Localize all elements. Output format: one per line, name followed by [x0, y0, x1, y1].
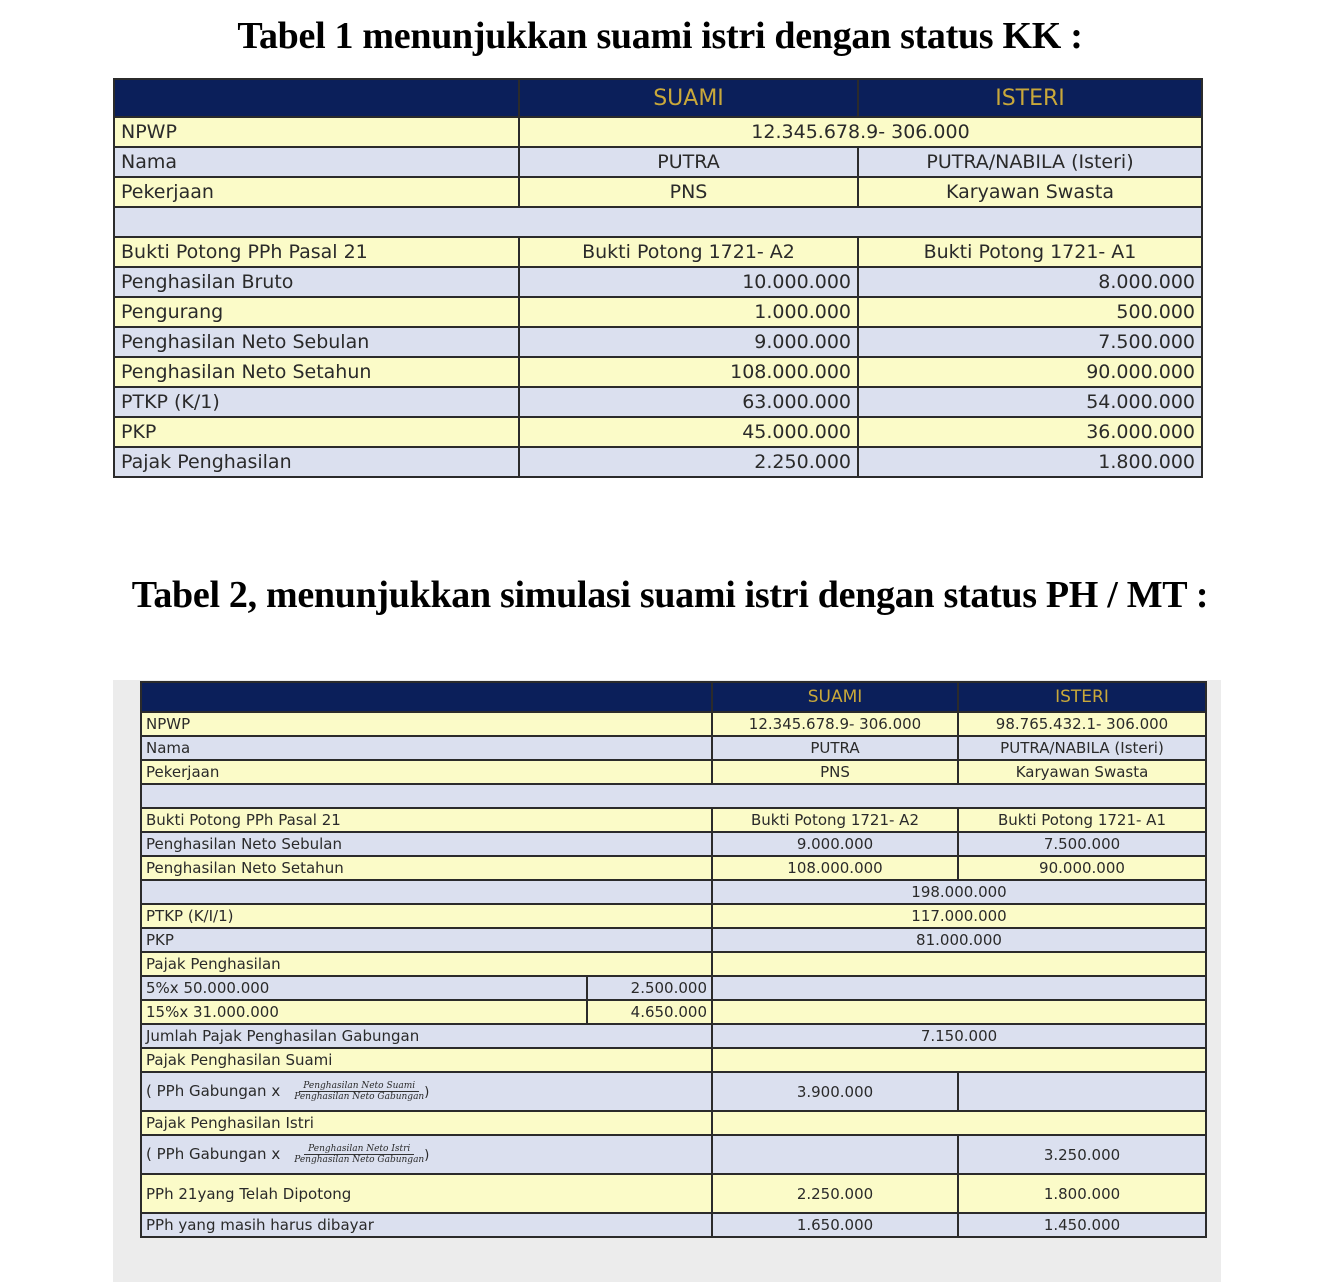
table-row [141, 928, 1206, 952]
tarif2-value: 4.650.000 [587, 1000, 712, 1024]
table-row [141, 904, 1206, 928]
cell-isteri: 1.450.000 [958, 1213, 1206, 1237]
table-row [114, 447, 1202, 477]
empty-cell [712, 976, 1206, 1000]
tarif1-value: 2.500.000 [587, 976, 712, 1000]
header-isteri: ISTERI [858, 79, 1202, 117]
jumlah-value: 7.150.000 [712, 1024, 1206, 1048]
table-row [114, 147, 1202, 177]
empty-cell [712, 952, 1206, 976]
row-label: Pajak Penghasilan [114, 447, 519, 477]
row-label: PTKP (K/I/1) [141, 904, 712, 928]
header-suami: SUAMI [519, 79, 858, 117]
cell-suami: PNS [519, 177, 858, 207]
header-suami: SUAMI [712, 682, 958, 712]
table-row [114, 297, 1202, 327]
cell-isteri: Bukti Potong 1721- A1 [958, 808, 1206, 832]
formula-suffix: ) [424, 1148, 430, 1163]
row-label: Nama [114, 147, 519, 177]
table-row [141, 856, 1206, 880]
cell-isteri: Karyawan Swasta [958, 760, 1206, 784]
table-row [114, 237, 1202, 267]
header-empty [141, 682, 712, 712]
cell-suami: 1.650.000 [712, 1213, 958, 1237]
cell-suami: PNS [712, 760, 958, 784]
row-label: PTKP (K/1) [114, 387, 519, 417]
cell-suami: 12.345.678.9- 306.000 [712, 712, 958, 736]
cell-isteri: 98.765.432.1- 306.000 [958, 712, 1206, 736]
fraction [294, 1144, 424, 1165]
cell-suami: 9.000.000 [519, 327, 858, 357]
cell-isteri: 7.500.000 [958, 832, 1206, 856]
formula-suami [141, 1072, 712, 1111]
spacer-row [141, 784, 1206, 808]
spacer-cell [114, 207, 1202, 237]
table2-title: Tabel 2, menunjukkan simulasi suami istri dengan status PH / MT : [131, 574, 1209, 616]
fraction-denominator: Penghasilan Neto Gabungan [294, 1155, 425, 1165]
spacer-cell [141, 784, 1206, 808]
cell-suami: PUTRA [712, 736, 958, 760]
cell-suami: 9.000.000 [712, 832, 958, 856]
fraction-numerator: Penghasilan Neto Istri [304, 1144, 414, 1155]
table-row [141, 952, 1206, 976]
formula-suffix: ) [424, 1085, 430, 1100]
empty-cell [712, 1000, 1206, 1024]
cell-isteri [958, 1072, 1206, 1111]
row-label: Bukti Potong PPh Pasal 21 [114, 237, 519, 267]
table-header-row [114, 79, 1202, 117]
row-label: Penghasilan Neto Sebulan [141, 832, 712, 856]
table1-kk-status [113, 78, 1203, 478]
table-row [141, 736, 1206, 760]
spacer-row [114, 207, 1202, 237]
ptkp-value: 117.000.000 [712, 904, 1206, 928]
row-label: Pekerjaan [141, 760, 712, 784]
cell-suami: 2.250.000 [519, 447, 858, 477]
row-label: NPWP [141, 712, 712, 736]
row-label: Penghasilan Bruto [114, 267, 519, 297]
table-row [114, 357, 1202, 387]
row-label: NPWP [114, 117, 519, 147]
row-label: 15%x 31.000.000 [141, 1000, 587, 1024]
table-row [114, 117, 1202, 147]
row-label: Bukti Potong PPh Pasal 21 [141, 808, 712, 832]
cell-isteri: Karyawan Swasta [858, 177, 1202, 207]
cell-suami [712, 1135, 958, 1174]
table-row [114, 177, 1202, 207]
table-row [114, 387, 1202, 417]
npwp-value: 12.345.678.9- 306.000 [519, 117, 1202, 147]
cell-suami: 2.250.000 [712, 1174, 958, 1213]
table-row [141, 832, 1206, 856]
fraction-numerator: Penghasilan Neto Suami [299, 1081, 419, 1092]
table-row [141, 1111, 1206, 1135]
cell-suami: 3.900.000 [712, 1072, 958, 1111]
row-label: PKP [141, 928, 712, 952]
table-row [114, 417, 1202, 447]
cell-isteri: 3.250.000 [958, 1135, 1206, 1174]
table-row [141, 808, 1206, 832]
row-label: 5%x 50.000.000 [141, 976, 587, 1000]
cell-suami: Bukti Potong 1721- A2 [519, 237, 858, 267]
row-label: Pajak Penghasilan Istri [141, 1111, 712, 1135]
row-label: Pajak Penghasilan Suami [141, 1048, 712, 1072]
table-header-row [141, 682, 1206, 712]
table-row [141, 1024, 1206, 1048]
cell-isteri: 90.000.000 [958, 856, 1206, 880]
empty-cell [712, 1048, 1206, 1072]
empty-cell [712, 1111, 1206, 1135]
row-label [141, 880, 712, 904]
table-row [141, 1048, 1206, 1072]
neto-gabungan-value: 198.000.000 [712, 880, 1206, 904]
cell-suami: 108.000.000 [519, 357, 858, 387]
table-row [141, 1072, 1206, 1111]
cell-suami: 1.000.000 [519, 297, 858, 327]
cell-suami: 10.000.000 [519, 267, 858, 297]
row-label: Penghasilan Neto Setahun [141, 856, 712, 880]
table-row [141, 1000, 1206, 1024]
cell-isteri: 36.000.000 [858, 417, 1202, 447]
table-row [141, 1135, 1206, 1174]
table-row [141, 880, 1206, 904]
row-label: Penghasilan Neto Setahun [114, 357, 519, 387]
cell-suami: 108.000.000 [712, 856, 958, 880]
row-label: Pajak Penghasilan [141, 952, 712, 976]
cell-isteri: PUTRA/NABILA (Isteri) [958, 736, 1206, 760]
cell-isteri: 8.000.000 [858, 267, 1202, 297]
table1-title: Tabel 1 menunjukkan suami istri dengan status KK : [237, 15, 1083, 57]
table-row [141, 712, 1206, 736]
pkp-value: 81.000.000 [712, 928, 1206, 952]
formula-prefix: ( PPh Gabungan x [146, 1145, 281, 1163]
table-row [141, 760, 1206, 784]
cell-suami: PUTRA [519, 147, 858, 177]
cell-isteri: 7.500.000 [858, 327, 1202, 357]
table2-ph-mt-status [140, 681, 1207, 1238]
row-label: Pekerjaan [114, 177, 519, 207]
formula-prefix: ( PPh Gabungan x [146, 1082, 281, 1100]
cell-isteri: PUTRA/NABILA (Isteri) [858, 147, 1202, 177]
row-label: PKP [114, 417, 519, 447]
cell-isteri: 54.000.000 [858, 387, 1202, 417]
row-label: PPh 21yang Telah Dipotong [141, 1174, 712, 1213]
row-label: Pengurang [114, 297, 519, 327]
table-row [114, 267, 1202, 297]
header-empty [114, 79, 519, 117]
cell-suami: 63.000.000 [519, 387, 858, 417]
table-row [141, 1174, 1206, 1213]
fraction [294, 1081, 424, 1102]
row-label: Penghasilan Neto Sebulan [114, 327, 519, 357]
table-row [141, 1213, 1206, 1237]
cell-isteri: 90.000.000 [858, 357, 1202, 387]
formula-istri [141, 1135, 712, 1174]
fraction-denominator: Penghasilan Neto Gabungan [294, 1092, 425, 1102]
cell-suami: 45.000.000 [519, 417, 858, 447]
cell-isteri: 1.800.000 [858, 447, 1202, 477]
row-label: Nama [141, 736, 712, 760]
row-label: Jumlah Pajak Penghasilan Gabungan [141, 1024, 712, 1048]
table-row [114, 327, 1202, 357]
header-isteri: ISTERI [958, 682, 1206, 712]
cell-suami: Bukti Potong 1721- A2 [712, 808, 958, 832]
row-label: PPh yang masih harus dibayar [141, 1213, 712, 1237]
cell-isteri: 500.000 [858, 297, 1202, 327]
table-row [141, 976, 1206, 1000]
cell-isteri: Bukti Potong 1721- A1 [858, 237, 1202, 267]
cell-isteri: 1.800.000 [958, 1174, 1206, 1213]
